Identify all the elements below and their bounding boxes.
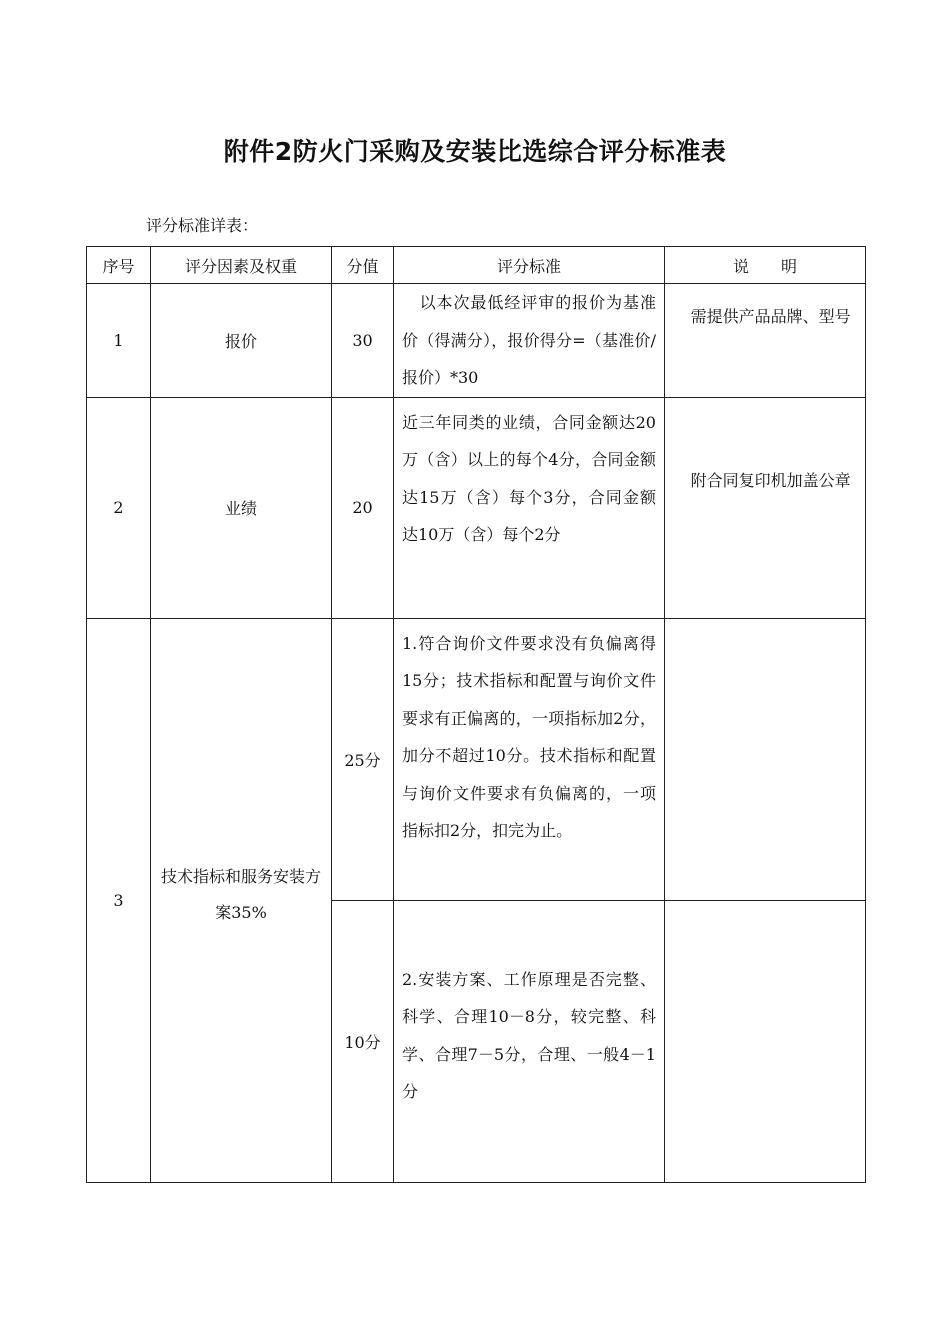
row-criteria: 1.符合询价文件要求没有负偏离得15分；技术指标和配置与询价文件要求有正偏离的，一项指标加2分，加分不超过10分。技术指标和配置与询价文件要求有负偏离的，一项指标扣2分，扣完为止。 [394,618,665,900]
row-note: 附合同复印机加盖公章 [665,397,866,618]
row-criteria: 近三年同类的业绩，合同金额达20万（含）以上的每个4分，合同金额达15万（含）每个3分，合同金额达10万（含）每个2分 [394,397,665,618]
table-row [87,618,866,900]
header-factor: 评分因素及权重 [151,247,332,284]
row-score: 25分 [332,618,394,900]
table-caption: 评分标准详表： [146,216,259,235]
row-score: 10分 [332,900,394,1182]
row-score: 20 [332,397,394,618]
table-row [87,397,866,618]
row-criteria: 2.安装方案、工作原理是否完整、科学、合理10－8分，较完整、科学、合理7－5分，合理、一般4－1分 [394,900,665,1182]
row-criteria: 以本次最低经评审的报价为基准价（得满分），报价得分=（基准价/报价）*30 [394,284,665,398]
row-number: 2 [87,397,151,618]
row-note: 需提供产品品牌、型号 [665,284,866,398]
row-number: 3 [87,618,151,1182]
table-row [87,284,866,398]
row-factor: 技术指标和服务安装方案35% [151,618,332,1182]
row-note [665,900,866,1182]
row-factor: 业绩 [151,397,332,618]
page-title: 附件2防火门采购及安装比选综合评分标准表 [223,137,727,166]
row-number: 1 [87,284,151,398]
scoring-table [86,246,866,1183]
header-criteria: 评分标准 [394,247,665,284]
header-note: 说 明 [665,247,866,284]
header-score: 分值 [332,247,394,284]
row-factor: 报价 [151,284,332,398]
header-no: 序号 [87,247,151,284]
row-score: 30 [332,284,394,398]
table-header-row [87,247,866,284]
row-note [665,618,866,900]
